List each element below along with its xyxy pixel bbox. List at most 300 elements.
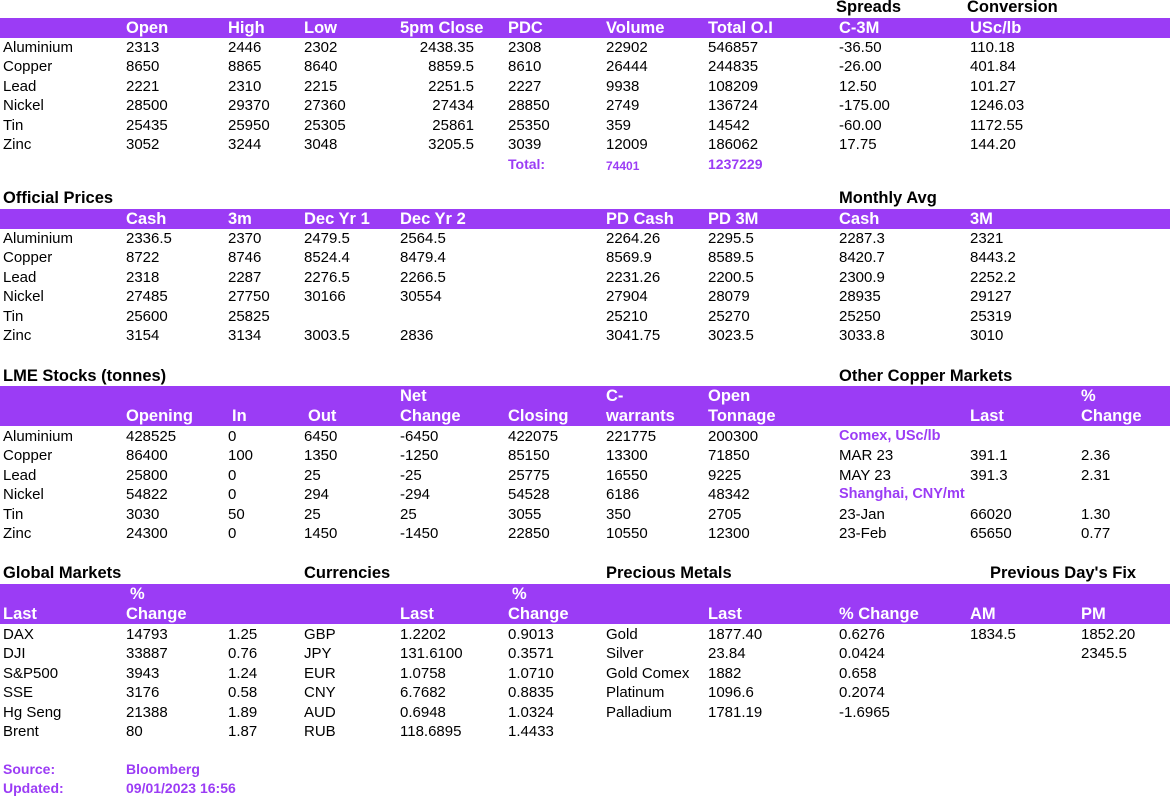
metal-name: Copper: [3, 249, 53, 267]
dec-yr-2-cell: 2836: [400, 326, 434, 344]
global-row: [0, 625, 1170, 644]
opening-cell: 24300: [126, 524, 168, 542]
warrants-cell: 13300: [606, 447, 648, 465]
close-cell: 2438.35: [419, 39, 474, 56]
metal-name: Tin: [3, 307, 24, 325]
currency-last-cell: 1.2202: [400, 626, 446, 643]
currency-name: CNY: [304, 684, 336, 702]
index-name: S&P500: [3, 664, 59, 682]
volume-cell: 12009: [606, 135, 648, 153]
lme-row: [0, 96, 1170, 115]
currency-name: JPY: [304, 645, 332, 663]
dec-yr-1-cell: 8524.4: [304, 249, 350, 267]
col-change: Change: [1081, 407, 1142, 425]
col-total-oi: Total O.I: [708, 19, 773, 37]
col-avg-3m: 3M: [970, 210, 993, 228]
spread-cell: -36.50: [839, 39, 882, 56]
contract-name: MAR 23: [839, 447, 894, 465]
precious-change-cell: 0.0424: [839, 645, 885, 663]
currency-change-cell: 1.4433: [508, 722, 554, 740]
global-row: [0, 683, 1170, 702]
market-group-label: Shanghai, CNY/mt: [839, 486, 965, 503]
pdc-cell: 2308: [508, 39, 542, 56]
col-c: C-: [606, 387, 624, 405]
stocks-row: [0, 505, 1170, 524]
high-cell: 2310: [228, 77, 262, 95]
col-high: High: [228, 19, 265, 37]
conversion-cell: 110.18: [970, 39, 1015, 56]
col-precious-last: Last: [708, 605, 742, 623]
cash-cell: 3154: [126, 326, 160, 344]
metal-name: Lead: [3, 77, 37, 95]
col-fix-pm: PM: [1081, 605, 1106, 623]
metal-name: Tin: [3, 505, 24, 523]
precious-name: Platinum: [606, 684, 665, 702]
high-cell: 2446: [228, 39, 262, 56]
index-last-cell: 80: [126, 722, 143, 740]
opening-cell: 25800: [126, 466, 168, 484]
global-row: [0, 703, 1170, 722]
open-cell: 2313: [126, 39, 160, 56]
index-last-cell: 21388: [126, 703, 168, 721]
contract-name: MAY 23: [839, 466, 891, 484]
opening-cell: 54822: [126, 486, 168, 504]
oi-cell: 244835: [708, 58, 759, 76]
tonnage-cell: 48342: [708, 486, 750, 504]
dec-yr-2-cell: 8479.4: [400, 249, 446, 267]
tonnage-cell: 9225: [708, 466, 742, 484]
col-pct: %: [1081, 387, 1096, 405]
col-dec-yr-2: Dec Yr 2: [400, 210, 466, 228]
index-name: SSE: [3, 684, 34, 702]
contract-name: 23-Feb: [839, 524, 887, 542]
avg-cash-cell: 3033.8: [839, 326, 885, 344]
currency-last-cell: 6.7682: [400, 684, 446, 702]
in-cell: 100: [228, 447, 254, 465]
currency-last-cell: 1.0758: [400, 664, 446, 682]
index-name: DAX: [3, 626, 34, 643]
warrants-cell: 10550: [606, 524, 648, 542]
fix-pm-cell: 2345.5: [1081, 645, 1127, 663]
global-row: [0, 722, 1170, 741]
col-cash: Cash: [126, 210, 167, 228]
col-avg-cash: Cash: [839, 210, 880, 228]
dec-yr-2-cell: 30554: [400, 288, 442, 306]
precious-change-cell: 0.2074: [839, 684, 885, 702]
open-cell: 3052: [126, 135, 160, 153]
close-cell: 25861: [432, 116, 474, 134]
precious-metals-title: Precious Metals: [606, 564, 732, 582]
metal-name: Zinc: [3, 326, 32, 344]
dec-yr-1-cell: 2479.5: [304, 230, 350, 247]
low-cell: 2215: [304, 77, 338, 95]
col-in: In: [232, 407, 247, 425]
pdc-cell: 25350: [508, 116, 550, 134]
metal-name: Copper: [3, 447, 53, 465]
stocks-row: [0, 446, 1170, 465]
col-currencies-change: Change: [508, 605, 569, 623]
copper-last-cell: 65650: [970, 524, 1012, 542]
col-open-top: Open: [708, 387, 751, 405]
currency-name: GBP: [304, 626, 336, 643]
conversion-title: Conversion: [967, 0, 1058, 16]
fix-pm-cell: 1852.20: [1081, 626, 1136, 643]
open-cell: 8650: [126, 58, 160, 76]
index-change-cell: 1.87: [228, 722, 258, 740]
index-name: Brent: [3, 722, 39, 740]
col-opening: Opening: [126, 407, 193, 425]
updated-label: Updated:: [3, 780, 64, 797]
avg-3m-cell: 3010: [970, 326, 1004, 344]
conversion-cell: 1172.55: [970, 116, 1024, 134]
lme-row: [0, 38, 1170, 57]
pdc-cell: 8610: [508, 58, 542, 76]
out-cell: 1350: [304, 447, 338, 465]
col-tonnage: Tonnage: [708, 407, 776, 425]
oi-cell: 546857: [708, 39, 759, 56]
high-cell: 3244: [228, 135, 262, 153]
global-header-bar: [0, 584, 1170, 624]
pd-cash-cell: 8569.9: [606, 249, 652, 267]
cash-cell: 8722: [126, 249, 160, 267]
metal-name: Aluminium: [3, 428, 74, 445]
lme-row: [0, 57, 1170, 76]
global-markets-title: Global Markets: [3, 564, 122, 582]
stocks-row: [0, 427, 1170, 446]
out-cell: 25: [304, 505, 321, 523]
cash-cell: 2318: [126, 268, 160, 286]
precious-last-cell: 1882: [708, 664, 742, 682]
out-cell: 1450: [304, 524, 338, 542]
closing-cell: 3055: [508, 505, 542, 523]
lme-row: [0, 77, 1170, 96]
close-cell: 27434: [432, 97, 474, 115]
pd-3m-cell: 2295.5: [708, 230, 754, 247]
cash-cell: 25600: [126, 307, 168, 325]
dec-yr-1-cell: 3003.5: [304, 326, 350, 344]
currency-name: RUB: [304, 722, 336, 740]
tonnage-cell: 71850: [708, 447, 750, 465]
open-cell: 25435: [126, 116, 168, 134]
tonnage-cell: 12300: [708, 524, 750, 542]
copper-change-cell: 2.31: [1081, 466, 1111, 484]
volume-cell: 22902: [606, 39, 648, 56]
source-label: Source:: [3, 761, 56, 777]
col-pd-cash: PD Cash: [606, 210, 674, 228]
metal-name: Nickel: [3, 486, 44, 504]
3m-cell: 8746: [228, 249, 262, 267]
col-precious-change: % Change: [839, 605, 919, 623]
updated-value: 09/01/2023 16:56: [126, 780, 236, 797]
total-label: Total:: [508, 156, 546, 172]
official-header-bar: [0, 209, 1170, 229]
source-value: Bloomberg: [126, 761, 200, 777]
index-name: Hg Seng: [3, 703, 62, 721]
tonnage-cell: 2705: [708, 505, 742, 523]
lme-row: [0, 135, 1170, 154]
spread-cell: -26.00: [839, 58, 882, 76]
in-cell: 0: [228, 524, 237, 542]
precious-last-cell: 1781.19: [708, 703, 763, 721]
spread-cell: 12.50: [839, 77, 877, 95]
pd-cash-cell: 3041.75: [606, 326, 661, 344]
warrants-cell: 6186: [606, 486, 640, 504]
dec-yr-2-cell: 2266.5: [400, 268, 446, 286]
net-change-cell: -25: [400, 466, 422, 484]
fix-am-cell: 1834.5: [970, 626, 1016, 643]
stocks-row: [0, 466, 1170, 485]
in-cell: 50: [228, 505, 245, 523]
closing-cell: 54528: [508, 486, 550, 504]
avg-cash-cell: 2300.9: [839, 268, 885, 286]
copper-change-cell: 2.36: [1081, 447, 1111, 465]
cash-cell: 2336.5: [126, 230, 172, 247]
currency-name: AUD: [304, 703, 336, 721]
official-row: [0, 248, 1170, 267]
col-5pm-close: 5pm Close: [400, 19, 484, 37]
spread-cell: 17.75: [839, 135, 877, 153]
3m-cell: 2287: [228, 268, 262, 286]
col-net-change: Change: [400, 407, 461, 425]
currencies-title: Currencies: [304, 564, 391, 582]
avg-3m-cell: 25319: [970, 307, 1012, 325]
other-copper-title: Other Copper Markets: [839, 367, 1013, 385]
low-cell: 8640: [304, 58, 338, 76]
metal-name: Zinc: [3, 524, 32, 542]
pd-cash-cell: 25210: [606, 307, 648, 325]
in-cell: 0: [228, 466, 237, 484]
official-row: [0, 268, 1170, 287]
currency-change-cell: 0.8835: [508, 684, 554, 702]
volume-cell: 2749: [606, 97, 640, 115]
total-oi: 1237229: [708, 156, 763, 172]
lme-total-row: [0, 155, 1170, 174]
low-cell: 3048: [304, 135, 338, 153]
index-name: DJI: [3, 645, 26, 663]
warrants-cell: 350: [606, 505, 632, 523]
official-row: [0, 287, 1170, 306]
copper-last-cell: 391.3: [970, 466, 1008, 484]
pd-cash-cell: 2231.26: [606, 268, 661, 286]
metal-name: Aluminium: [3, 230, 74, 247]
pd-3m-cell: 2200.5: [708, 268, 754, 286]
monthly-avg-title: Monthly Avg: [839, 189, 937, 207]
stocks-header-bar: [0, 386, 1170, 426]
dec-yr-1-cell: 30166: [304, 288, 346, 306]
previous-fix-title: Previous Day's Fix: [990, 564, 1137, 582]
col-out: Out: [308, 407, 337, 425]
official-row: [0, 307, 1170, 326]
metal-name: Copper: [3, 58, 53, 76]
lme-table-body: [0, 38, 1170, 154]
precious-last-cell: 1096.6: [708, 684, 754, 702]
currency-last-cell: 0.6948: [400, 703, 446, 721]
index-last-cell: 3176: [126, 684, 160, 702]
3m-cell: 27750: [228, 288, 270, 306]
dec-yr-2-cell: 2564.5: [400, 230, 446, 247]
currency-last-cell: 118.6895: [400, 722, 462, 740]
avg-3m-cell: 8443.2: [970, 249, 1016, 267]
currency-change-cell: 1.0710: [508, 664, 554, 682]
col-pct-markets: %: [130, 585, 145, 603]
conversion-cell: 401.84: [970, 58, 1016, 76]
spreads-title: Spreads: [836, 0, 902, 16]
lme-header-bar: [0, 18, 1170, 38]
volume-cell: 9938: [606, 77, 640, 95]
index-change-cell: 1.25: [228, 626, 258, 643]
col-open: Open: [126, 19, 169, 37]
currency-last-cell: 131.6100: [400, 645, 463, 663]
pd-3m-cell: 28079: [708, 288, 750, 306]
cash-cell: 27485: [126, 288, 168, 306]
col-3m: 3m: [228, 210, 252, 228]
official-row: [0, 229, 1170, 248]
pd-3m-cell: 3023.5: [708, 326, 754, 344]
official-prices-title: Official Prices: [3, 189, 114, 207]
col-warrants: warrants: [606, 407, 675, 425]
stocks-row: [0, 524, 1170, 543]
oi-cell: 14542: [708, 116, 750, 134]
copper-change-cell: 0.77: [1081, 524, 1111, 542]
3m-cell: 2370: [228, 230, 262, 247]
contract-name: 23-Jan: [839, 505, 885, 523]
precious-change-cell: 0.6276: [839, 626, 885, 643]
index-change-cell: 1.24: [228, 664, 258, 682]
col-last: Last: [970, 407, 1004, 425]
index-change-cell: 0.76: [228, 645, 258, 663]
global-row: [0, 664, 1170, 683]
col-dec-yr-1: Dec Yr 1: [304, 210, 370, 228]
copper-last-cell: 66020: [970, 505, 1012, 523]
high-cell: 25950: [228, 116, 270, 134]
col-currencies-last: Last: [400, 605, 434, 623]
close-cell: 3205.5: [428, 135, 474, 153]
closing-cell: 85150: [508, 447, 550, 465]
conversion-cell: 144.20: [970, 135, 1016, 153]
pd-cash-cell: 2264.26: [606, 230, 661, 247]
metal-name: Zinc: [3, 135, 32, 153]
pdc-cell: 28850: [508, 97, 550, 115]
low-cell: 25305: [304, 116, 346, 134]
market-group-label: Comex, USc/lb: [839, 428, 941, 444]
net-change-cell: -1450: [400, 524, 439, 542]
precious-last-cell: 1877.40: [708, 626, 763, 643]
pd-3m-cell: 25270: [708, 307, 750, 325]
high-cell: 29370: [228, 97, 270, 115]
precious-change-cell: -1.6965: [839, 703, 890, 721]
open-cell: 28500: [126, 97, 168, 115]
col-usc-lb: USc/lb: [970, 19, 1022, 37]
footer: [0, 760, 1170, 799]
pd-3m-cell: 8589.5: [708, 249, 754, 267]
avg-3m-cell: 2321: [970, 230, 1004, 247]
col-pdc: PDC: [508, 19, 543, 37]
col-fix-am: AM: [970, 605, 996, 623]
col-markets-change: Change: [126, 605, 187, 623]
currency-name: EUR: [304, 664, 336, 682]
col-pd-3m: PD 3M: [708, 210, 759, 228]
oi-cell: 186062: [708, 135, 759, 153]
avg-cash-cell: 2287.3: [839, 230, 885, 247]
index-change-cell: 1.89: [228, 703, 258, 721]
high-cell: 8865: [228, 58, 262, 76]
volume-cell: 26444: [606, 58, 648, 76]
metal-name: Aluminium: [3, 39, 74, 56]
precious-name: Gold: [606, 626, 638, 643]
stocks-row: [0, 485, 1170, 504]
col-markets-last: Last: [3, 605, 37, 623]
close-cell: 2251.5: [428, 77, 474, 95]
precious-change-cell: 0.658: [839, 664, 877, 682]
volume-cell: 359: [606, 116, 632, 134]
spread-cell: -60.00: [839, 116, 882, 134]
avg-3m-cell: 29127: [970, 288, 1012, 306]
metal-name: Tin: [3, 116, 24, 134]
metal-name: Nickel: [3, 97, 44, 115]
currency-change-cell: 1.0324: [508, 703, 554, 721]
spread-cell: -175.00: [839, 97, 890, 115]
pd-cash-cell: 27904: [606, 288, 648, 306]
opening-cell: 3030: [126, 505, 160, 523]
open-cell: 2221: [126, 77, 160, 95]
official-row: [0, 326, 1170, 345]
official-table-body: [0, 229, 1170, 345]
avg-cash-cell: 8420.7: [839, 249, 885, 267]
net-change-cell: -294: [400, 486, 431, 504]
out-cell: 6450: [304, 428, 338, 445]
dec-yr-1-cell: 2276.5: [304, 268, 350, 286]
opening-cell: 86400: [126, 447, 168, 465]
net-change-cell: -6450: [400, 428, 439, 445]
stocks-table-body: [0, 427, 1170, 543]
closing-cell: 22850: [508, 524, 550, 542]
low-cell: 27360: [304, 97, 346, 115]
avg-3m-cell: 2252.2: [970, 268, 1016, 286]
avg-cash-cell: 28935: [839, 288, 881, 306]
col-volume: Volume: [606, 19, 665, 37]
conversion-cell: 101.27: [970, 77, 1016, 95]
out-cell: 294: [304, 486, 330, 504]
col-net: Net: [400, 387, 427, 405]
3m-cell: 3134: [228, 326, 262, 344]
index-change-cell: 0.58: [228, 684, 258, 702]
oi-cell: 136724: [708, 97, 759, 115]
closing-cell: 25775: [508, 466, 550, 484]
pdc-cell: 3039: [508, 135, 542, 153]
conversion-cell: 1246.03: [970, 97, 1025, 115]
col-closing: Closing: [508, 407, 569, 425]
3m-cell: 25825: [228, 307, 270, 325]
oi-cell: 108209: [708, 77, 759, 95]
closing-cell: 422075: [508, 428, 559, 445]
pdc-cell: 2227: [508, 77, 542, 95]
opening-cell: 428525: [126, 428, 177, 445]
global-table-body: [0, 625, 1170, 741]
tonnage-cell: 200300: [708, 428, 759, 445]
metal-name: Nickel: [3, 288, 44, 306]
currency-change-cell: 0.3571: [508, 645, 554, 663]
precious-name: Silver: [606, 645, 644, 663]
avg-cash-cell: 25250: [839, 307, 881, 325]
precious-name: Palladium: [606, 703, 672, 721]
precious-last-cell: 23.84: [708, 645, 746, 663]
index-last-cell: 3943: [126, 664, 160, 682]
metal-name: Lead: [3, 466, 37, 484]
col-c-3m: C-3M: [839, 19, 880, 37]
lme-row: [0, 116, 1170, 135]
index-last-cell: 33887: [126, 645, 168, 663]
index-last-cell: 14793: [126, 626, 168, 643]
